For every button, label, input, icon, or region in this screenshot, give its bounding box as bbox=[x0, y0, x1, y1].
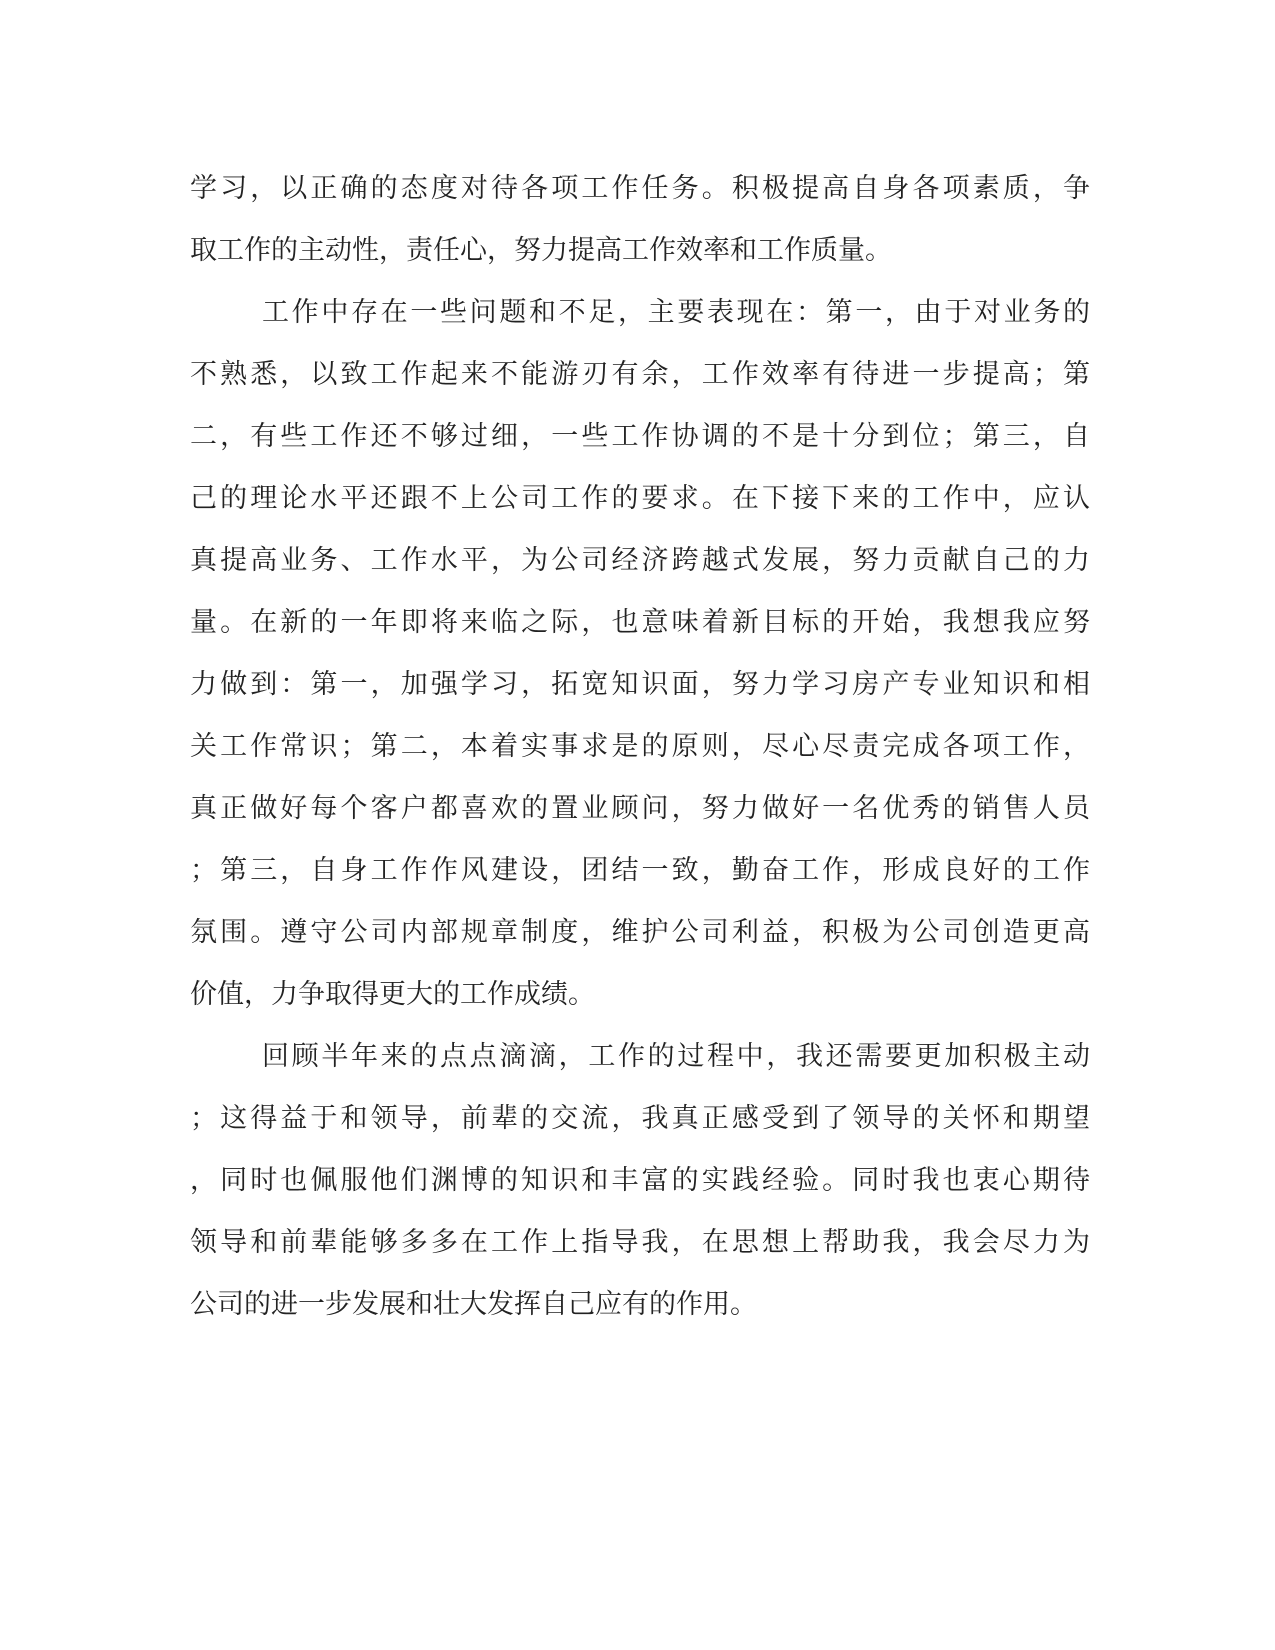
text-line: 取工作的主动性，责任心，努力提高工作效率和工作质量。 bbox=[190, 235, 892, 266]
document-body bbox=[190, 158, 1090, 1336]
text-line: 量。在新的一年即将来临之际，也意味着新目标的开始，我想我应努 bbox=[190, 607, 1090, 638]
text-line: 关工作常识；第二，本着实事求是的原则，尽心尽责完成各项工作， bbox=[190, 731, 1090, 762]
text-line: 氛围。遵守公司内部规章制度，维护公司利益，积极为公司创造更高 bbox=[190, 917, 1090, 948]
text-line: 真提高业务、工作水平，为公司经济跨越式发展，努力贡献自己的力 bbox=[190, 545, 1090, 576]
text-line: ；这得益于和领导，前辈的交流，我真正感受到了领导的关怀和期望 bbox=[190, 1103, 1090, 1134]
text-line: 工作中存在一些问题和不足，主要表现在：第一，由于对业务的 bbox=[262, 297, 1090, 328]
text-line: 公司的进一步发展和壮大发挥自己应有的作用。 bbox=[190, 1289, 757, 1320]
text-line: 真正做好每个客户都喜欢的置业顾问，努力做好一名优秀的销售人员 bbox=[190, 793, 1090, 824]
paragraph bbox=[190, 1026, 1090, 1336]
text-line: ；第三，自身工作作风建设，团结一致，勤奋工作，形成良好的工作 bbox=[190, 855, 1090, 886]
text-line: 学习，以正确的态度对待各项工作任务。积极提高自身各项素质，争 bbox=[190, 173, 1090, 204]
text-line: 领导和前辈能够多多在工作上指导我，在思想上帮助我，我会尽力为 bbox=[190, 1227, 1090, 1258]
text-line: 价值，力争取得更大的工作成绩。 bbox=[190, 979, 595, 1010]
text-line: 不熟悉，以致工作起来不能游刃有余，工作效率有待进一步提高；第 bbox=[190, 359, 1090, 390]
text-line: 回顾半年来的点点滴滴，工作的过程中，我还需要更加积极主动 bbox=[262, 1041, 1090, 1072]
text-line: ，同时也佩服他们渊博的知识和丰富的实践经验。同时我也衷心期待 bbox=[190, 1165, 1090, 1196]
text-line: 己的理论水平还跟不上公司工作的要求。在下接下来的工作中，应认 bbox=[190, 483, 1090, 514]
text-line: 力做到：第一，加强学习，拓宽知识面，努力学习房产专业知识和相 bbox=[190, 669, 1090, 700]
paragraph bbox=[190, 158, 1090, 282]
paragraph bbox=[190, 282, 1090, 1026]
text-line: 二，有些工作还不够过细，一些工作协调的不是十分到位；第三，自 bbox=[190, 421, 1090, 452]
